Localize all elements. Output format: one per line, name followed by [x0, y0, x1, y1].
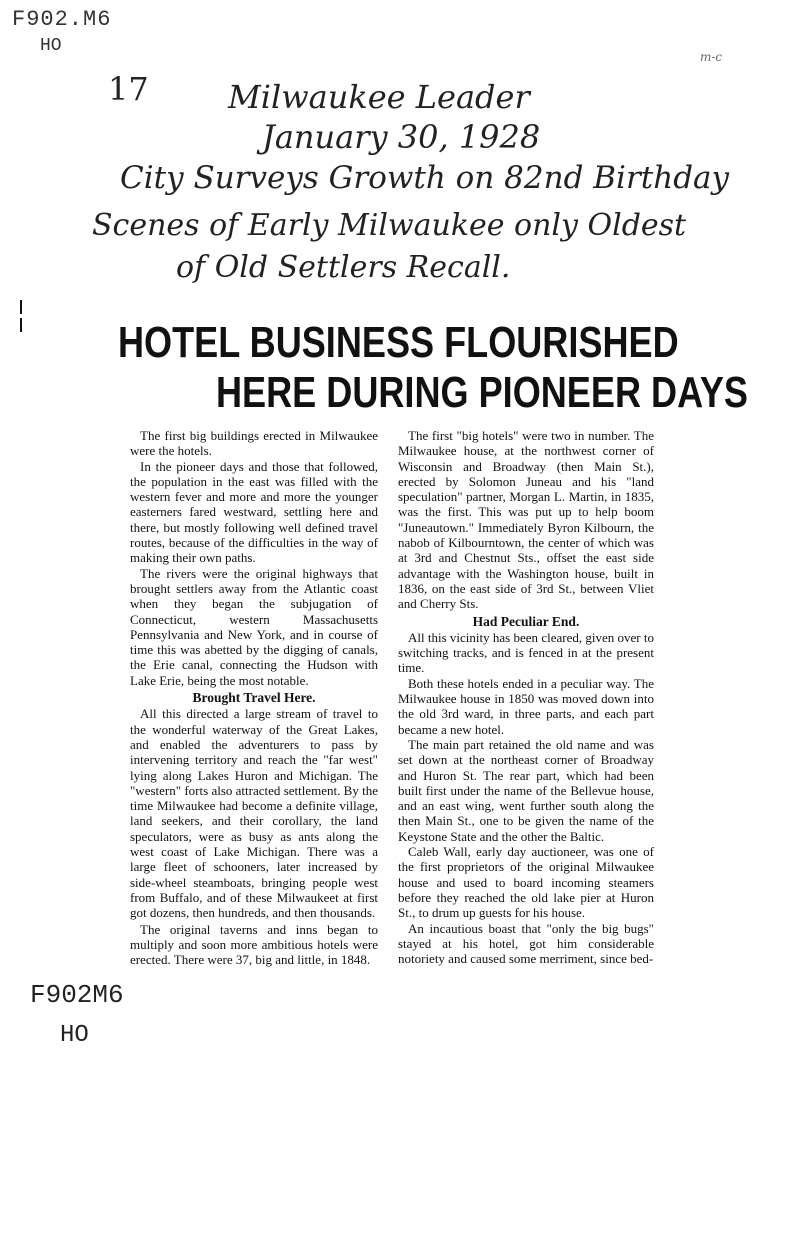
- corner-call-number: F902.M6: [12, 7, 112, 32]
- article-headline: [118, 318, 748, 418]
- handwritten-title-line3: of Old Settlers Recall.: [176, 250, 511, 285]
- paragraph: Both these hotels ended in a peculiar way. The Milwaukee house in 1850 was moved down into the old 3rd ward, in three parts, and each part became a new hotel.: [398, 675, 654, 737]
- side-call-number-suffix: HO: [60, 1022, 89, 1049]
- handwritten-date: January 30, 1928: [262, 118, 541, 156]
- article-column-left: [130, 428, 378, 967]
- paragraph: All this vicinity has been cleared, given over to switching tracks, and is fenced in at the present time.: [398, 629, 654, 676]
- handwritten-title-line1: City Surveys Growth on 82nd Birthday: [120, 160, 730, 196]
- paragraph: The first "big hotels" were two in number. The Milwaukee house, at the northwest corner of Wisconsin and Broadway (then Main St.), erected by Solomon Juneau and his "land speculation" partner, Morgan L. Martin, in 1835, was the first. This was put up to help boom "Juneautown." Immediately Byron Kilbourn, the nabob of Kilbourntown, the center of which was at 3rd and Chestnut Sts., offset the east side advantage with the Washington house, built in 1836, on the east side of 3rd St., between Vliet and Cherry Sts.: [398, 428, 654, 612]
- subheading: Had Peculiar End.: [472, 613, 580, 629]
- handwritten-source: Milwaukee Leader: [228, 78, 530, 116]
- margin-mark-top: [20, 300, 22, 314]
- paragraph: All this directed a large stream of travel to the wonderful waterway of the Great Lakes, and enabled the adventurers to pass by intervening territory and reach the "far west" lying along Lakes Huron and Michigan. The "western" forts also attracted settlement. By the time Milwaukee had become a definite village, land seekers, and their corollary, the land speculators, were as busy as ants along the west coast of Lake Michigan. There was a large fleet of schooners, later increased by side-wheel steamboats, bringing people west from Buffalo, and of these Milwaukeet at first got dozens, then hundreds, and then thousands.: [130, 706, 378, 921]
- paragraph: The first big buildings erected in Milwaukee were the hotels.: [130, 428, 378, 459]
- paragraph: In the pioneer days and those that followed, the population in the east was filled with the western fever and more and more the younger easterners fared westward, settling here and there, but mostly following well defined travel routes, because of the difficulties in the way of making their own paths.: [130, 458, 378, 566]
- corner-call-number-suffix: HO: [40, 36, 62, 56]
- paragraph: Caleb Wall, early day auctioneer, was one of the first proprietors of the original Milwaukee house and used to board incoming steamers before they reached the old lake pier at Huron St., to drum up guests for his house.: [398, 844, 654, 921]
- headline-line1: HOTEL BUSINESS FLOURISHED: [118, 318, 679, 367]
- paragraph: The main part retained the old name and was set down at the northeast corner of Broadway and Huron St. The rear part, which had been built first under the name of the Bellevue house, and an east wing, went further south along the then Main St., one to be given the name of the Keystone State and the other the Baltic.: [398, 736, 654, 844]
- margin-mark-bottom: [20, 318, 22, 332]
- paragraph: An incautious boast that "only the big bugs" stayed at his hotel, got him considerable notoriety and caused some merriment, since bed-: [398, 920, 654, 967]
- tiny-pencil-mark: m-c: [700, 50, 723, 64]
- headline-line2: HERE DURING PIONEER DAYS: [216, 368, 748, 417]
- subheading: Brought Travel Here.: [192, 690, 316, 706]
- side-call-number: F902M6: [30, 980, 124, 1010]
- handwritten-title-line2: Scenes of Early Milwaukee only Oldest: [92, 208, 687, 243]
- article-column-right: [398, 428, 654, 966]
- page-number: 17: [108, 70, 149, 108]
- paragraph: The original taverns and inns began to multiply and soon more ambitious hotels were erected. There were 37, big and little, in 1848.: [130, 921, 378, 968]
- paragraph: The rivers were the original highways that brought settlers away from the Atlantic coast when they began the subjugation of Connecticut, western Massachusetts Pennsylvania and New York, and in course of time this was abetted by the digging of canals, the Erie canal, connecting the Hudson with Lake Erie, being the most notable.: [130, 565, 378, 688]
